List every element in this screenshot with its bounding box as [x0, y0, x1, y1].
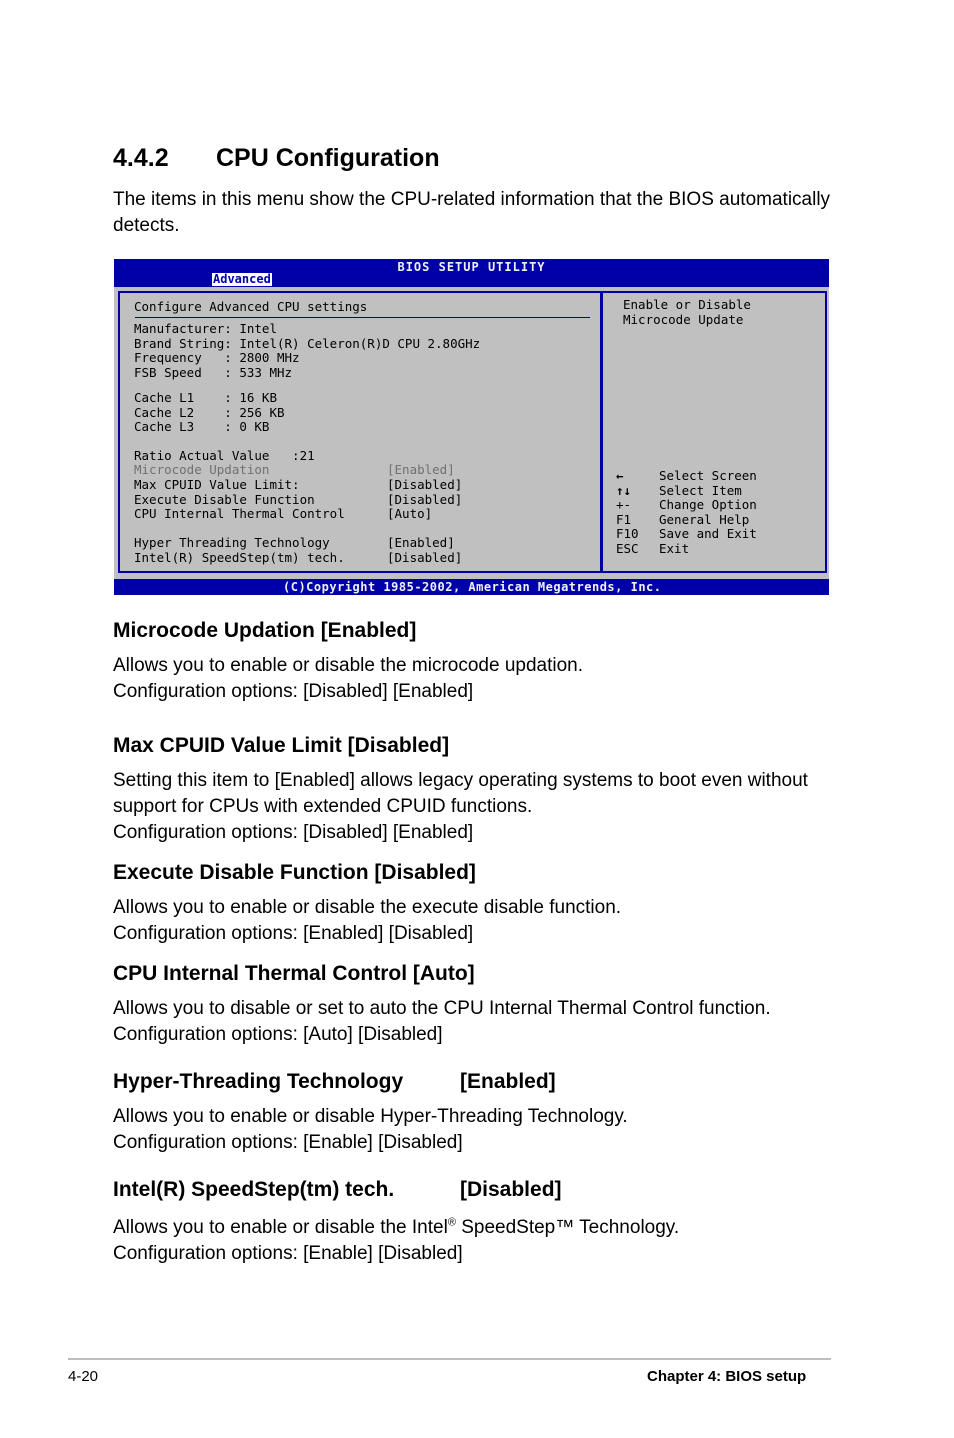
- up-down-arrow-icon: ↑↓: [616, 482, 632, 498]
- bios-info-line: Cache L1 : 16 KB: [134, 390, 277, 405]
- key-action: Exit: [659, 541, 690, 556]
- bios-footer-bar: [114, 579, 829, 595]
- item-config: Configuration options: [Enable] [Disabled]: [113, 1243, 463, 1264]
- item-description: [113, 1104, 838, 1156]
- item-config: Configuration options: [Auto] [Disabled]: [113, 1024, 443, 1045]
- bios-setting-cpuid-label[interactable]: Max CPUID Value Limit:: [134, 477, 300, 492]
- key-label: ESC: [616, 541, 639, 556]
- item-option: [Disabled]: [460, 1178, 562, 1201]
- item-config: Configuration options: [Disabled] [Enabled]: [113, 822, 474, 843]
- bios-setting-speedstep-label[interactable]: Intel(R) SpeedStep(tm) tech.: [134, 549, 345, 565]
- bios-setting-xd-value[interactable]: [Disabled]: [387, 491, 463, 507]
- bios-info-line: Ratio Actual Value :21: [134, 447, 315, 463]
- item-heading: [113, 1178, 562, 1202]
- left-arrow-icon: ←: [616, 468, 624, 483]
- key-action: Select Item: [659, 482, 742, 498]
- item-config: Configuration options: [Disabled] [Enabled]: [113, 681, 474, 702]
- key-action: General Help: [659, 511, 750, 527]
- item-config: Configuration options: [Enabled] [Disabled]: [113, 923, 474, 944]
- item-name: Execute Disable Function: [113, 861, 369, 884]
- bios-body: [114, 287, 829, 579]
- item-desc: Allows you to enable or disable the microcode updation.: [113, 655, 584, 676]
- key-label: F10: [616, 526, 639, 542]
- item-desc-prefix: Allows you to enable or disable the Intel: [113, 1217, 448, 1238]
- bios-setting-speedstep-value[interactable]: [Disabled]: [387, 549, 463, 565]
- page-number: 4-20: [68, 1368, 99, 1385]
- item-heading: [113, 861, 476, 885]
- item-description: [113, 895, 838, 947]
- section-title: CPU Configuration: [216, 144, 440, 172]
- chapter-title: Chapter 4: BIOS setup: [647, 1368, 807, 1385]
- item-description: [113, 996, 838, 1048]
- bios-copyright: (C)Copyright 1985-2002, American Megatrends, Inc.: [283, 580, 662, 594]
- item-desc: Allows you to disable or set to auto the CPU Internal Thermal Control function.: [113, 998, 771, 1019]
- key-action: Save and Exit: [659, 526, 757, 542]
- section-number: 4.4.2: [113, 144, 169, 172]
- item-heading: [113, 962, 475, 986]
- item-name: Hyper-Threading Technology: [113, 1070, 404, 1093]
- item-desc: Allows you to enable or disable Hyper-Threading Technology.: [113, 1106, 628, 1127]
- bios-setting-cpuid-value[interactable]: [Disabled]: [387, 477, 463, 492]
- bios-header-bar: [114, 259, 829, 287]
- bios-setting-ht-label[interactable]: Hyper Threading Technology: [134, 535, 330, 550]
- item-name: Intel(R) SpeedStep(tm) tech.: [113, 1178, 395, 1201]
- key-label: F1: [616, 511, 632, 527]
- item-description: [113, 768, 838, 846]
- bios-setting-microcode-label[interactable]: Microcode Updation: [134, 462, 270, 478]
- bios-divider: [135, 317, 590, 318]
- bios-setting-thermal-label[interactable]: CPU Internal Thermal Control: [134, 506, 345, 522]
- bios-panel-title: Configure Advanced CPU settings: [134, 299, 368, 314]
- item-desc: Allows you to enable or disable the execute disable function.: [113, 897, 622, 918]
- item-description: [113, 653, 838, 705]
- bios-help-text: Enable or Disable Microcode Update: [623, 297, 751, 327]
- item-desc: Setting this item to [Enabled] allows legacy operating systems to boot even without support for CPUs with extended CPUID functions.: [113, 770, 808, 817]
- bios-info-line: Manufacturer: Intel: [134, 321, 277, 336]
- item-option: [Disabled]: [374, 861, 476, 884]
- bios-setting-ht-value[interactable]: [Enabled]: [387, 535, 455, 550]
- bios-info-line: Cache L2 : 256 KB: [134, 404, 285, 420]
- footer-divider: [68, 1358, 831, 1360]
- bios-setting-microcode-value[interactable]: [Enabled]: [387, 462, 455, 478]
- item-heading: [113, 619, 416, 643]
- item-option: [Auto]: [412, 962, 475, 985]
- item-name: CPU Internal Thermal Control: [113, 962, 408, 985]
- item-config: Configuration options: [Enable] [Disabled]: [113, 1132, 463, 1153]
- bios-info-line: Cache L3 : 0 KB: [134, 419, 270, 435]
- bios-settings-pane: [118, 291, 602, 573]
- item-option: [Enabled]: [460, 1070, 556, 1093]
- intro-paragraph: The items in this menu show the CPU-related information that the BIOS automatically detects.: [113, 189, 831, 236]
- item-name: Microcode Updation: [113, 619, 315, 642]
- bios-setting-thermal-value[interactable]: [Auto]: [387, 506, 433, 522]
- bios-screenshot: [114, 259, 829, 595]
- item-desc-suffix: SpeedStep™ Technology.: [455, 1217, 680, 1238]
- registered-mark: ®: [447, 1216, 456, 1229]
- item-name: Max CPUID Value Limit: [113, 734, 342, 757]
- key-label: +-: [616, 497, 632, 513]
- bios-info-line: Brand String: Intel(R) Celeron(R)D CPU 2.80GHz: [134, 335, 481, 351]
- key-action: Select Screen: [659, 468, 757, 483]
- bios-info-line: Frequency : 2800 MHz: [134, 350, 300, 366]
- section-heading: [113, 144, 440, 173]
- item-desc: [113, 1215, 838, 1241]
- bios-help-pane: [601, 291, 827, 573]
- bios-title: BIOS SETUP UTILITY: [397, 260, 546, 274]
- item-option: [Enabled]: [320, 619, 417, 642]
- bios-info-line: FSB Speed : 533 MHz: [134, 364, 293, 380]
- item-option: [Disabled]: [347, 734, 450, 757]
- bios-setting-xd-label[interactable]: Execute Disable Function: [134, 491, 315, 507]
- item-heading: [113, 734, 449, 758]
- key-action: Change Option: [659, 497, 757, 513]
- item-heading: [113, 1070, 556, 1094]
- item-description: [113, 1215, 838, 1267]
- bios-tab-advanced[interactable]: Advanced: [213, 272, 271, 286]
